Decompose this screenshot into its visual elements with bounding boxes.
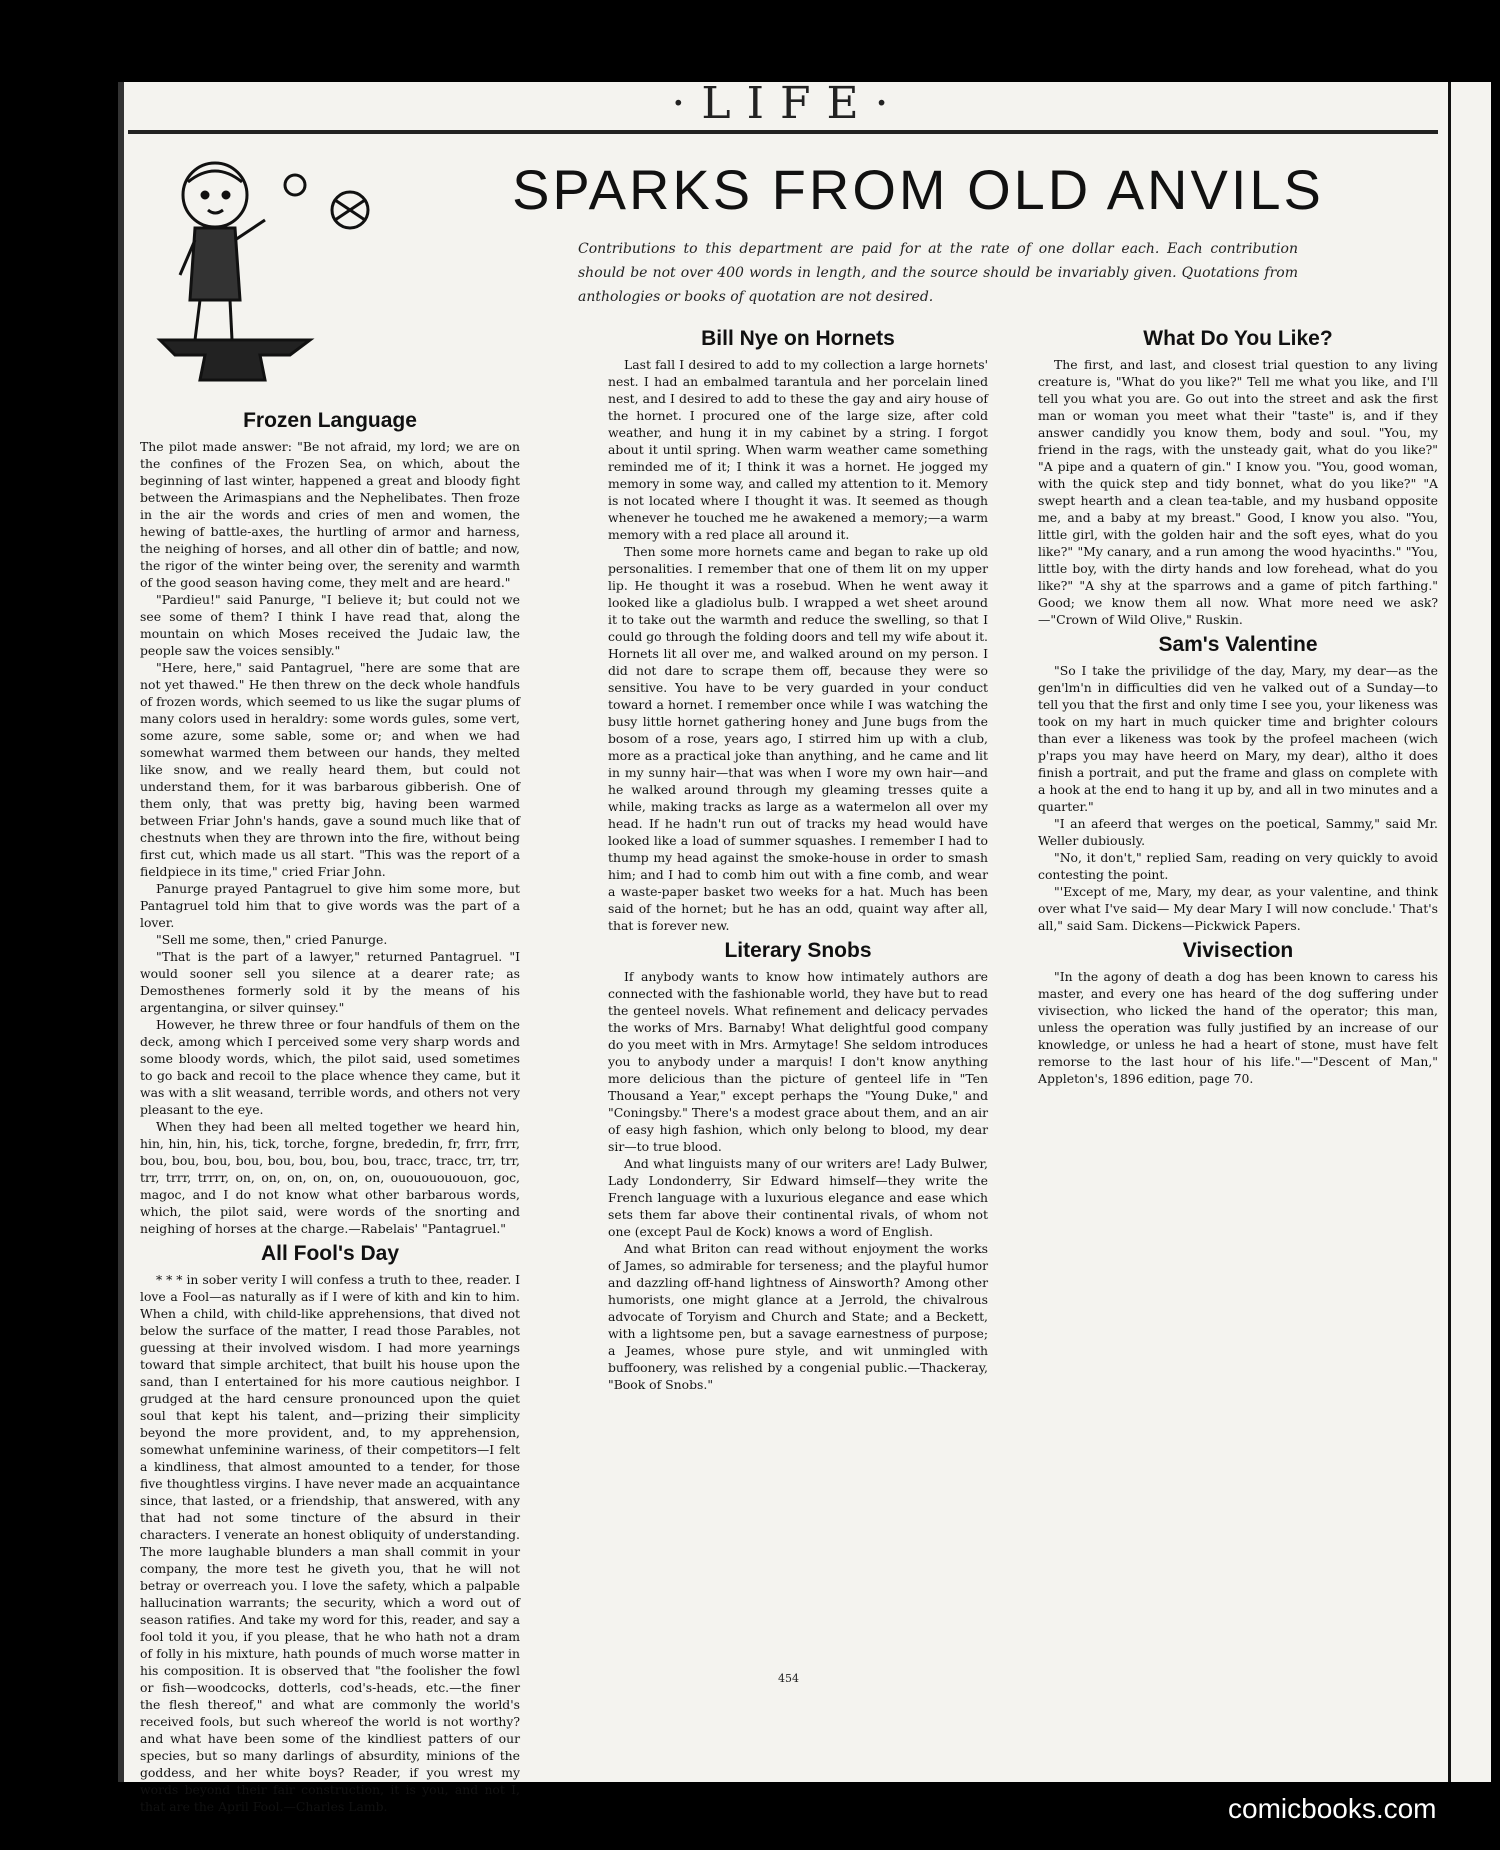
- article-paragraph: "No, it don't," replied Sam, reading on very quickly to avoid contesting the point.: [1038, 850, 1438, 882]
- page-spine: [118, 82, 124, 1782]
- article-paragraph: The first, and last, and closest trial question to any living creature is, "What do you like?" Tell me what you like, and I'll tell you what you are. Go out into the street and ask the first man or woman you meet what their "taste" is, and if they answer candidly you know them, body and soul. "You, my friend in the rags, with the unsteady gait, what do you like?" "A pipe and a quatern of gin." I know you. "You, good woman, with the quick step and tidy bonnet, what do you like?" "A swept hearth and a clean tea-table, and my husband opposite me, and a baby at my breast." Good, I know you also. "You, little girl, with the golden hair and the soft eyes, what do you like?" "My canary, and a run among the wood hyacinths." "You, little boy, with the dirty hands and low forehead, what do you like?" "A shy at the sparrows and a game of pitch farthing." Good; we know them all now. What more need we ask?—"Crown of Wild Olive," Ruskin.: [1038, 357, 1438, 627]
- child-arm: [235, 220, 265, 240]
- article-heading-literary-snobs: Literary Snobs: [724, 939, 872, 962]
- article-heading-sams-valentine: Sam's Valentine: [1158, 633, 1318, 656]
- article-heading-all-fools-day: All Fool's Day: [260, 1242, 400, 1265]
- child-head: [183, 163, 247, 227]
- page-title: SPARKS FROM OLD ANVILS: [512, 158, 1324, 221]
- article-paragraph: If anybody wants to know how intimately authors are connected with the fashionable world, they have but to read the genteel novels. What refinement and delicacy pervades the works of Mrs. Barnaby! What delightful good company do you meet with in Mrs. Armytage! She seldom introduces you to anybody under a marquis! I don't know anything more delicious than the picture of genteel life in "Ten Thousand a Year," except perhaps the "Young Duke," and "Coningsby." There's a modest grace about them, and an air of easy high fashion, which only belong to blood, my dear sir—to true blood.: [608, 969, 988, 1154]
- article-paragraph: * * * in sober verity I will confess a truth to thee, reader. I love a Fool—as naturally as if I were of kith and kin to him. When a child, with child-like apprehensions, that dived not below the surface of the matter, I read those Parables, not guessing at their involved wisdom. I had more yearnings toward that simple architect, that built his house upon the sand, than I entertained for his more cautious neighbor. I grudged at the hard censure pronounced upon the quiet soul that kept his talent, and—prizing their simplicity beyond the more provident, and, to my apprehension, somewhat unfeminine wariness, of their competitors—I felt a kindliness, that almost amounted to a tender, for those five thoughtless virgins. I have never made an acquaintance since, that lasted, or a friendship, that answered, with any that had not some tincture of the absurd in their characters. I venerate an honest obliquity of understanding. The more laughable blunders a man shall commit in your company, the more test he giveth you, that he will not betray or overreach you. I love the safety, which a palpable hallucination warrants; the security, which a word out of season ratifies. And take my word for this, reader, and say a fool told it you, if you please, that he who hath not a dram of folly in his mixture, hath pounds of much worse matter in his composition. It is observed that "the foolisher the fowl or fish—woodcocks, dotterls, cod's-heads, etc.—the finer the flesh thereof," and what are commonly the world's received fools, but such whereof the world is not worthy? and what have been some of the kindliest patters of our species, but so many darlings of absurdity, minions of the goddess, and her white boys? Reader, if you wrest my words beyond their fair construction, it is you, and not I, that are the April Fool.—Charles Lamb.: [140, 1272, 520, 1814]
- adjacent-page-edge: [1448, 82, 1491, 1782]
- page-subtitle: Contributions to this department are paid for at the rate of one dollar each. Each contribution should be not over 400 words in length, and the source should be invariably given. Quotations from anthologies or books of quotation are not desired.: [578, 241, 1298, 305]
- page-number: 454: [778, 1672, 799, 1685]
- child-hair: [188, 171, 242, 182]
- article-paragraph: And what linguists many of our writers are! Lady Bulwer, Lady Londonderry, Sir Edward himself—they write the French language with a luxurious elegance and ease which sets them far above their continental rivals, of whom not one (except Paul de Kock) knows a word of English.: [608, 1156, 988, 1239]
- column-3: [1038, 322, 1438, 1762]
- blacksmith-illustration: [140, 140, 390, 400]
- article-paragraph: "Pardieu!" said Panurge, "I believe it; but could not we see some of them? I think I have read that, along the mountain on which Moses received the Judaic law, the people saw the voices sensibly.": [140, 592, 520, 658]
- article-heading-frozen-language: Frozen Language: [243, 409, 417, 432]
- article-paragraph: "So I take the privilidge of the day, Mary, my dear—as the gen'lm'n in difficulties did ven he valked out of a Sunday—to tell you that the first and only time I see you, your likeness was took on my hart in much quicker time and brighter colours than ever a likeness was took by the profeel macheen (wich p'raps you may have heerd on Mary, my dear), altho it does finish a portrait, and put the frame and glass on complete with a hook at the end to hang it up by, and all in two minutes and a quarter.": [1038, 663, 1438, 814]
- article-paragraph: "'Except of me, Mary, my dear, as your valentine, and think over what I've said— My dear Mary I will now conclude.' That's all," said Sam. Dickens—Pickwick Papers.: [1038, 884, 1438, 933]
- article-heading-what-do-you-like: What Do You Like?: [1143, 327, 1333, 350]
- article-paragraph: "Here, here," said Pantagruel, "here are some that are not yet thawed." He then threw on the deck whole handfuls of frozen words, which seemed to us like the sugar plums of many colors used in heraldry: some words gules, some vert, some azure, some sable, some or; and when we had somewhat warmed them between our hands, they melted like snow, and we really heard them, but could not understand them, for it was barbarous gibberish. One of them only, that was pretty big, having been warmed between Friar John's hands, gave a sound much like that of chestnuts when they are thrown into the fire, without being first cut, which made us all start. "This was the report of a fieldpiece in its time," cried Friar John.: [140, 660, 520, 879]
- article-heading-vivisection: Vivisection: [1182, 939, 1294, 962]
- article-paragraph: When they had been all melted together we heard hin, hin, hin, hin, his, tick, torche, forgne, brededin, fr, frrr, frrr, bou, bou, bou, bou, bou, bou, bou, bou, tracc, tracc, trr, trr, trr, trrr, trrrr, on, on, on, on, on, on, ouououououon, goc, magoc, and I do not know what other barbarous words, which, the pilot said, were words of the snorting and neighing of horses at the charge.—Rabelais' "Pantagruel.": [140, 1119, 520, 1236]
- masthead-rule: [128, 130, 1438, 134]
- article-paragraph: "I an afeerd that werges on the poetical, Sammy," said Mr. Weller dubiously.: [1038, 816, 1438, 848]
- masthead: ·LIFE·: [671, 78, 905, 129]
- column-2: [608, 322, 988, 1762]
- article-heading-bill-nye-on-hornets: Bill Nye on Hornets: [701, 327, 895, 350]
- article-paragraph: "Sell me some, then," cried Panurge.: [156, 932, 388, 947]
- article-paragraph: The pilot made answer: "Be not afraid, my lord; we are on the confines of the Frozen Sea, on which, about the beginning of last winter, happened a great and bloody fight between the Arimaspians and the Nephelibates. Then froze in the air the words and cries of men and women, the hewing of battle-axes, the hurtling of armor and harness, the neighing of horses, and all other din of battle; and now, the rigor of the winter being over, the serenity and warmth of the good season having come, they melt and are heard.": [140, 439, 520, 590]
- article-paragraph: And what Briton can read without enjoyment the works of James, so admirable for terseness; and the playful humor and dazzling off-hand lightness of Ainsworth? Among other humorists, one might glance at a Jerrold, the chivalrous advocate of Toryism and Church and State; and a Beckett, with a lightsome pen, but a savage earnestness of purpose; a Jeames, whose pure style, and wit unmingled with buffoonery, was relished by a congenial public.—Thackeray, "Book of Snobs.": [608, 1241, 988, 1392]
- article-paragraph: Then some more hornets came and began to rake up old personalities. I remember that one of them lit on my upper lip. He thought it was a rosebud. When he went away it looked like a gladiolus bulb. I wrapped a wet sheet around it to take out the warmth and reduce the swelling, so that I could go through the folding doors and tell my wife about it. Hornets lit all over me, and walked around on my person. I did not dare to scrape them off, because they were so sensitive. You have to be very guarded in your conduct toward a hornet. I remember once while I was watching the busy little hornet gathering honey and June bugs from the bosom of a rose, years ago, I stirred him up with a club, more as a practical joke than anything, and he came and lit in my sunny hair—that was when I wore my own hair—and he walked around through my gleaming tresses quite a while, making tracks as large as a watermelon all over my head. If he hadn't run out of tracks my head would have looked like a load of summer squashes. I remember I had to thump my head against the smoke-house in order to smash him; and I had to comb him out with a fine comb, and wear a waste-paper basket two weeks for a hat. Much has been said of the hornet; but he has an odd, quaint way after all, that is forever new.: [608, 544, 988, 933]
- article-paragraph: Panurge prayed Pantagruel to give him some more, but Pantagruel told him that to give words was the part of a lover.: [140, 881, 520, 930]
- article-paragraph: "That is the part of a lawyer," returned Pantagruel. "I would sooner sell you silence at a dearer rate; as Demosthenes formerly sold it by the means of his argentangina, or silver quinsey.": [140, 949, 520, 1015]
- anvil: [160, 340, 310, 380]
- article-paragraph: However, he threw three or four handfuls of them on the deck, among which I perceived some very sharp words and some bloody words, which, the pilot said, used sometimes to go back and recoil to the place whence they came, but it was with a slit weasand, terrible words, and others not very pleasant to the eye.: [140, 1017, 520, 1117]
- watermark: comicbooks.com: [1228, 1793, 1437, 1824]
- article-paragraph: Last fall I desired to add to my collection a large hornets' nest. I had an embalmed tarantula and her porcelain lined nest, and I desired to add to these the gay and airy house of the hornet. I procured one of the large size, after cold weather, and hung it in my cabinet by a string. I forgot about it until spring. When warm weather came something reminded me of it; I think it was a hornet. He jogged my memory in some way, and called my attention to it. Memory is not located where I thought it was. It seemed as though whenever he touched me he awakened a memory;—a warm memory with a red place all around it.: [608, 357, 988, 542]
- article-paragraph: "In the agony of death a dog has been known to caress his master, and every one has heard of the dog suffering under vivisection, who licked the hand of the operator; this man, unless the operation was fully justified by an increase of our knowledge, or unless he had a heart of stone, must have felt remorse to the last hour of his life."—"Descent of Man," Appleton's, 1896 edition, page 70.: [1038, 969, 1438, 1086]
- child-body: [190, 228, 240, 300]
- column-1: [140, 404, 520, 1814]
